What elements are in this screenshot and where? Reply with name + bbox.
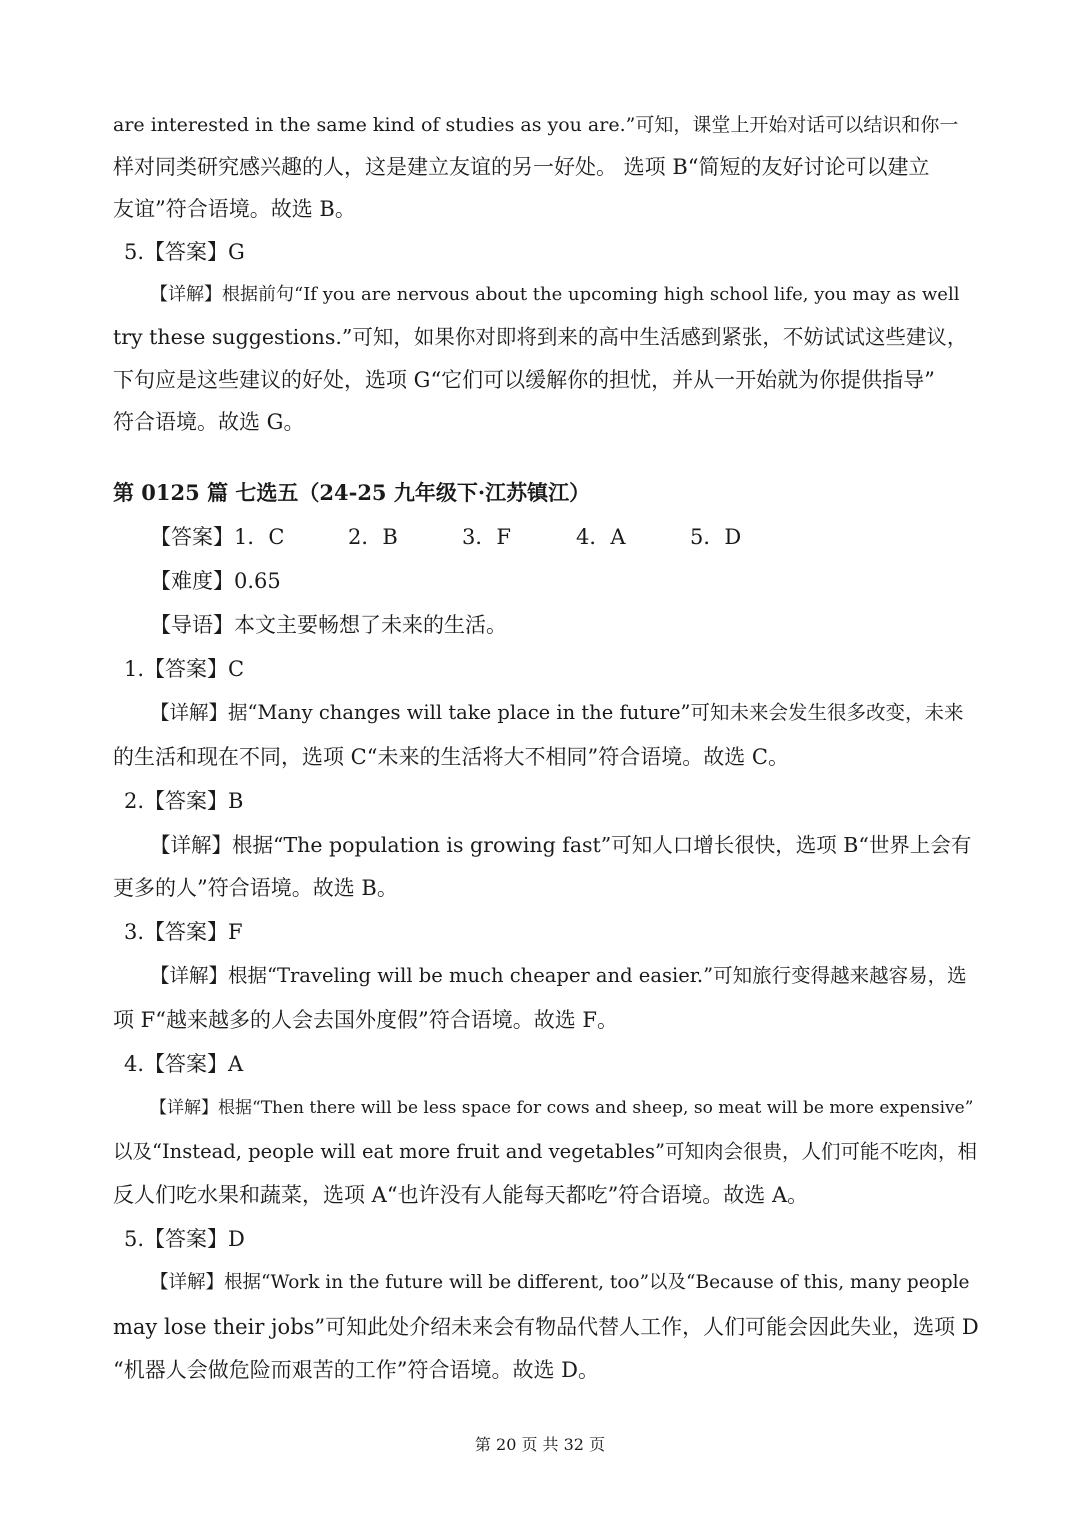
answer-line: 2.【答案】B <box>124 789 244 813</box>
answers-row <box>150 522 804 552</box>
detail-line: 【详解】根据“Then there will be less space for cows and sheep, so meat will be more expensive” <box>150 1098 974 1118</box>
detail-line: 以及“Instead, people will eat more fruit and vegetables”可知肉会很贵，人们可能不吃肉，相 <box>113 1140 977 1163</box>
answer-item: 2．B <box>348 525 398 549</box>
detail-line: 符合语境。故选 G。 <box>113 410 305 434</box>
answer-item: 3．F <box>462 525 511 549</box>
detail-line: 【详解】根据“Work in the future will be different, too”以及“Because of this, many people <box>150 1272 970 1293</box>
answer-item: 4．A <box>576 525 626 549</box>
detail-line: 【详解】根据前句“If you are nervous about the upcoming high school life, you may as well <box>150 284 960 305</box>
difficulty-line: 【难度】0.65 <box>150 569 281 593</box>
paragraph-line: 样对同类研究感兴趣的人，这是建立友谊的另一好处。 选项 B“简短的友好讨论可以建立 <box>113 155 930 179</box>
answer-line: 5.【答案】G <box>124 240 245 264</box>
answer-item: 1．C <box>234 525 285 549</box>
detail-line: 【详解】根据“Traveling will be much cheaper and easier.”可知旅行变得越来越容易，选 <box>150 964 967 987</box>
detail-line: 下句应是这些建议的好处，选项 G“它们可以缓解你的担忧，并从一开始就为你提供指导” <box>113 368 935 392</box>
paragraph-line: are interested in the same kind of studies as you are.”可知，课堂上开始对话可以结识和你一 <box>113 114 959 136</box>
answer-item: 5．D <box>690 525 742 549</box>
detail-line: 更多的人”符合语境。故选 B。 <box>113 876 398 900</box>
answer-line: 1.【答案】C <box>124 657 245 681</box>
answers-label: 【答案】 <box>150 525 234 549</box>
detail-line: 的生活和现在不同，选项 C“未来的生活将大不相同”符合语境。故选 C。 <box>113 745 789 769</box>
detail-line: “机器人会做危险而艰苦的工作”符合语境。故选 D。 <box>113 1358 599 1382</box>
detail-line: 【详解】据“Many changes will take place in the future”可知未来会发生很多改变，未来 <box>150 701 964 724</box>
paragraph-line: 友谊”符合语境。故选 B。 <box>113 197 356 221</box>
answer-line: 4.【答案】A <box>124 1052 244 1076</box>
answer-line: 3.【答案】F <box>124 920 243 944</box>
section-title: 第 0125 篇 七选五（24-25 九年级下·江苏镇江） <box>113 480 591 505</box>
detail-line: 反人们吃水果和蔬菜，选项 A“也许没有人能每天都吃”符合语境。故选 A。 <box>113 1183 809 1207</box>
detail-line: 【详解】根据“The population is growing fast”可知人口增长很快，选项 B“世界上会有 <box>150 833 972 857</box>
answer-line: 5.【答案】D <box>124 1227 245 1251</box>
page-number: 第 20 页 共 32 页 <box>474 1435 606 1454</box>
detail-line: 项 F“越来越多的人会去国外度假”符合语境。故选 F。 <box>113 1008 618 1032</box>
intro-line: 【导语】本文主要畅想了未来的生活。 <box>150 613 507 637</box>
detail-line: try these suggestions.”可知，如果你对即将到来的高中生活感到紧张，不妨试试这些建议， <box>113 325 968 349</box>
detail-line: may lose their jobs”可知此处介绍未来会有物品代替人工作，人们可能会因此失业，选项 D <box>113 1315 979 1339</box>
